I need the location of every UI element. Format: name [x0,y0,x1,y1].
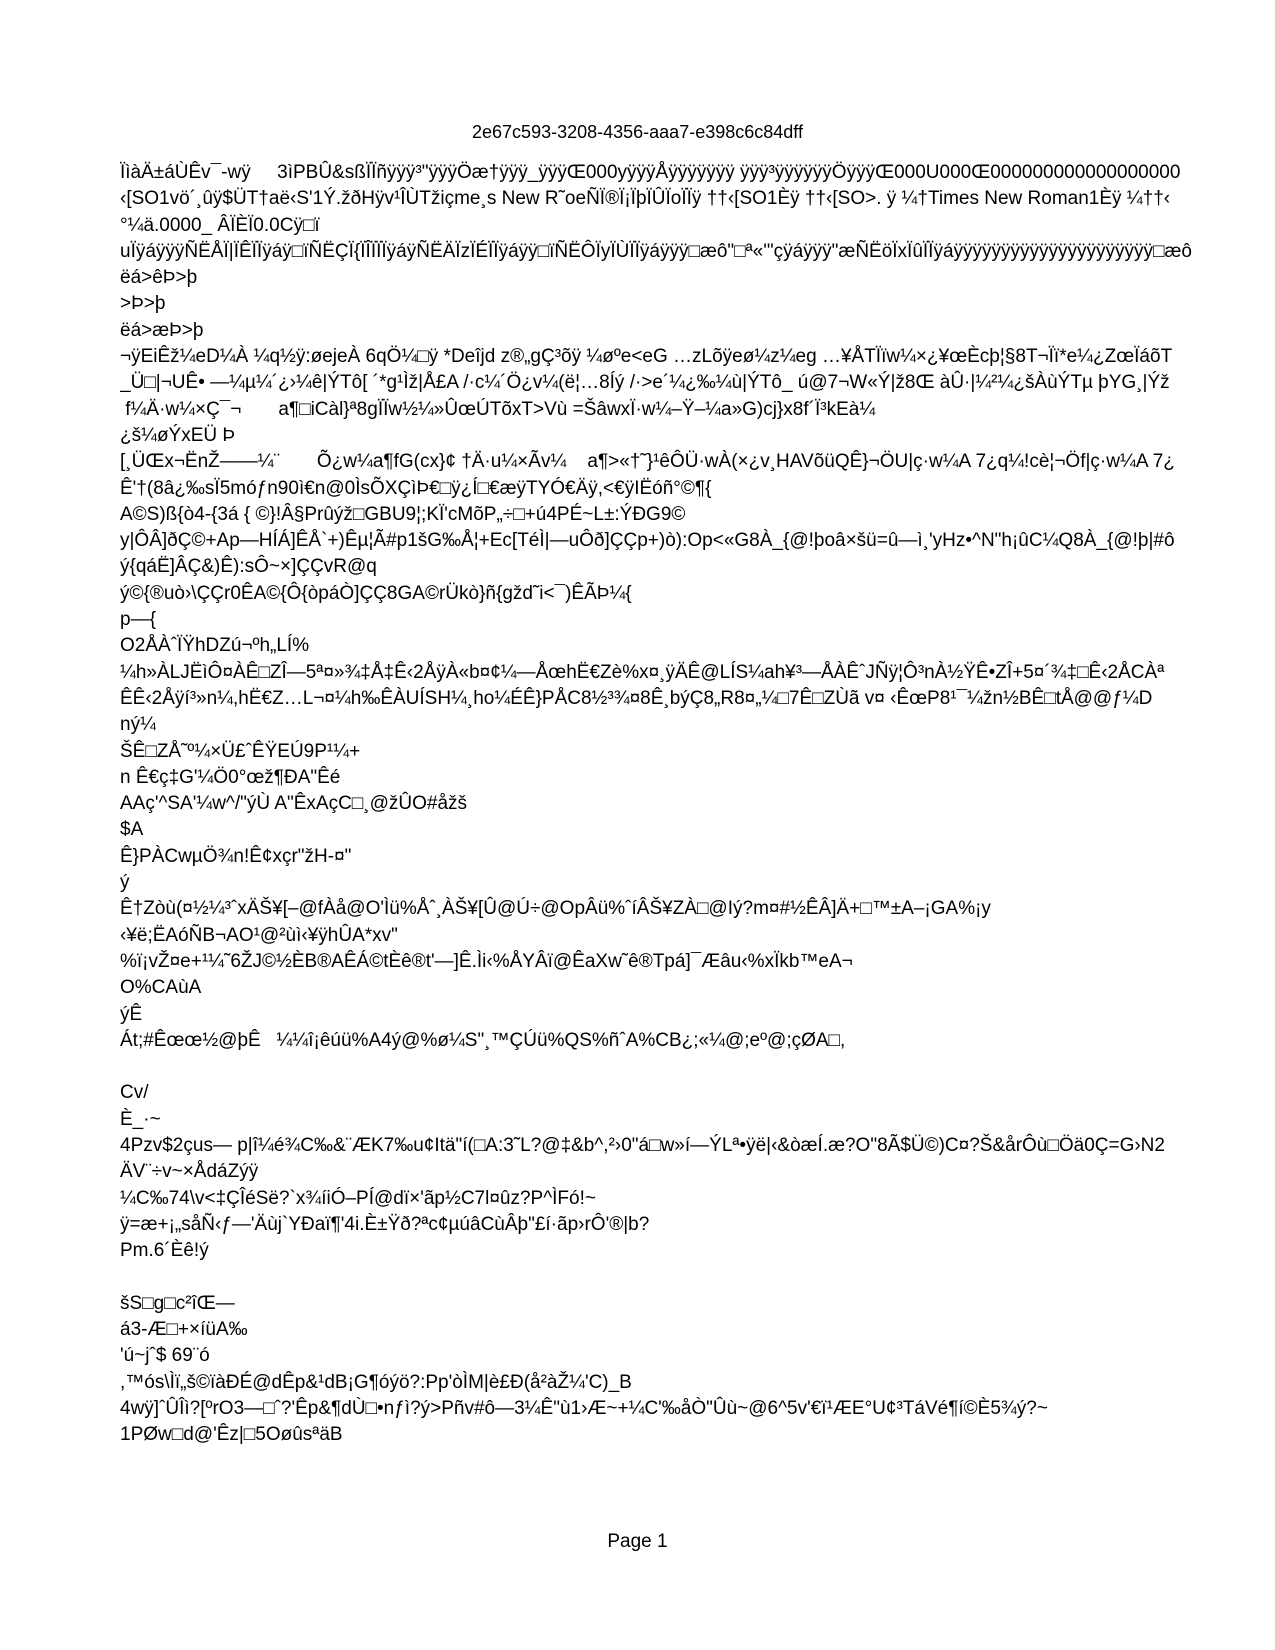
text-line: [¸ÜŒx¬ËnŽ——¼¨ Õ¿w¼a¶fG(cx}¢ †Ä·u¼×Ãv¼ a¶>«†˜}¹êÔÜ·wÀ(×¿v¸HAVõüQÊ}¬ÖU|ç·w¼A 7¿q¼!cè¦¬Öf|ç·w¼A 7¿ [120,451,1175,473]
text-line: ŠÊ□ZÅ˜º¼×Ü£ˆÊŸEÚ9P¹¼+ [120,740,361,762]
text-line: ‹[SO1vö´¸ûÿ$ÜT†aë‹S'1Ý.žðHÿv¹ÎÙTžiçme¸s New R˜oeÑÏ®Ï¡ÏþÏÛÏoÏÏÿ ††‹[SO1Èÿ ††‹[SO>. ÿ ¼†Times New Roman1Èÿ ¼††‹ [120,188,1171,210]
text-line: Pm.6´Èê!ý [120,1240,209,1262]
text-line: ÊÊ‹2Åÿí³»n¼,hË€Z…L¬¤¼h‰ÊÀUÍSH¼¸ho¼ÉÊ}PÅC8½³¾¤8Ê¸býÇ8„R8¤„¼□7Ê□ZÙã v¤ ‹ÊœP8¹¯¼žn½BÊ□tÅ@@ƒ¼D [120,687,1153,709]
text-line: y|ÔÂ]ðÇ©+Ap—HÍÁ]ÊÅ`+)Êµ¦Ã#p1šG‰Å¦+Ec[TéÌ|—uÔð]ÇÇp+)ò):Op<«G8À_{@!þoâ×šü=û—ì¸'yHz•^N"h¡ûC¼Q8À_{@!þ|#ô [120,530,1175,552]
text-line: ÄV¨÷v~×ÅdáZýÿ [120,1161,259,1183]
text-line: uÏÿáÿÿÿÑËÅÏ|ÏÊÏÏÿáÿ□ïÑËÇÏ{ÏÎÏÏÏÿáÿÑËÄÏzÏÉÏÏÿáÿÿ□ïÑËÔÏyÏÙÏÏÿáÿÿÿ□æô"□ª«'"çÿáÿÿÿ"æÑËöÏxÏûÏÏÿáÿÿÿÿÿÿÿÿÿÿÿÿÿÿÿÿÿÿÿÿÿ□æô [120,240,1192,262]
text-line: $A [120,819,144,841]
text-line: ¬ÿEiÊž¼eD¼À ¼q½ÿ:øejeÀ 6qÖ¼□ÿ *Deîjd z®„gÇ³õÿ ¼øºe<eG …zLõÿeø¼z¼eg …¥ÅTÏïw¼×¿¥œÈcþ¦§8T¬Ïï*e¼¿ZœÏáõT [120,346,1173,368]
text-line: O2ÅÀˆÏŸhDZú¬ºh„LÍ% [120,635,310,657]
text-line: ý{qáË]ÂÇ&)Ê):sÔ~×]ÇÇvR@q [120,556,377,578]
document-body [120,160,1275,1449]
text-line: ¿š¼øÝxEÜ Þ [120,424,236,446]
text-line: ‹¥ë;ËAóÑB¬AO¹@²ùì‹¥ÿhÛA*xv" [120,924,398,946]
text-line: O%CAùA [120,977,202,999]
text-line: ý [120,872,130,894]
text-line: Ê}PÀCwµÖ¾n!Ê¢xçr"žH-¤" [120,845,352,867]
text-line: Ê†Zòù(¤½¼³ˆxÄŠ¥[–@fÀå@O'Ìü%Åˆ¸ÀŠ¥[Û@Ú÷@OpÂü%ˆíÂŠ¥ZÀ□@Iý?m¤#½ÊÂ]Ä+□™±A–¡GA%¡y [120,898,991,920]
text-line: AAç'^SA'¼w^/"ýÙ A"ÊxAçC□¸@žÛO#åžš [120,793,468,815]
text-line: 4Pzv$2çus— p|î¼é¾C‰&¨ÆK7‰u¢Itä"í(□A:3˜L?@‡&b^,²›0"á□w»í—ÝLª•ÿë|‹&òæÍ.æ?O"8Ã$Ü©)C¤?Š&årÔù□Öä0Ç=G›N2 [120,1134,1165,1156]
document-header-id: 2e67c593-3208-4356-aaa7-e398c6c84dff [472,122,803,142]
text-line: n Ê€ç‡G'¼Ö0°œž¶ÐA"Êé [120,766,341,788]
text-line: A©S)ß{ò4-{3á { ©}!Â§Prûýž□GBU9¦;KÏ'cMõP„÷□+ú4PÉ~L±:ÝÐG9© [120,503,686,525]
text-line: 'ú~jˆ$ 69¨ó [120,1345,210,1367]
text-line: 1PØw□d@'Êz|□5OøûsªäB [120,1424,343,1446]
text-line: Át;#Êœœ½@þÊ ¼¼î¡êúü%A4ý@%ø¼S"¸™ÇÚü%QS%ñˆA%CB¿;«¼@;eº@;çØA□, [120,1029,846,1051]
text-line: f¼Ä·w¼×Ç¯¬ a¶□iCàl}ª8gÏÏw½¼»ÛœÚTõxT>Vù =ŠâwxÏ·w¼–Ÿ–¼a»G)cj}x8f´Ï³kEà¼ [120,398,876,420]
text-line: ýÊ [120,1003,143,1025]
text-line: ,™ós\Ìï„š©ïàÐÉ@dÊp&¹dB¡G¶óýö?:Pp'òÌM|è£Ð(å²àŽ¼'C)_B [120,1371,632,1393]
text-line: á3-Æ□+×íüA‰ [120,1319,248,1341]
text-line: ëá>êÞ>þ [120,267,198,289]
text-line: ÏìàÄ±áÙÊv¯-wÿ 3ìPBÛ&sßÏÏñÿÿÿ³"ÿÿÿÖæ†ÿÿÿ_ÿÿÿŒ000yÿÿÿÅÿÿÿÿÿÿÿ ÿÿÿ³ÿÿÿÿÿÿÖÿÿÿŒ000U000Œ000000000000000000 [120,162,1181,183]
text-line: šS□g□c²îŒ— [120,1292,235,1314]
text-line: ¼h»ÀLJËìÔ¤ÀÊ□ZÎ—5ª¤»¾‡Å‡Ê‹2ÅÿÀ«b¤¢¼—ÅœhË€Zè%x¤¸ÿÄÊ@LÍS¼ah¥³—ÅÀÊˆJÑÿ¦Ô³nÀ½ŸÊ•ZÎ+5¤´¾‡□Ê‹2ÅCÀª [120,661,1165,683]
text-line: ëá>æÞ>þ [120,319,204,341]
text-line: ný¼ [120,714,156,736]
text-line: %ï¡vŽ¤e+¹¼˜6ŽJ©½ÈB®AÊÁ©tÈê®t'—]Ê.Ìi‹%ÅYÂï@ÊaXw˜ê®Tpá]¯Æâu‹%xÏkb™eA¬ [120,950,853,972]
text-line: ý©{®uò›\ÇÇr0ÊA©{Ô{òpáÒ]ÇÇ8GA©rÜkò}ñ{gžd˜i<¯)ÊÃÞ¼{ [120,582,632,604]
text-line: p—{ [120,609,156,631]
text-line: Cv/ [120,1082,149,1104]
text-line: ¼C‰74\v<‡ÇÎéSë?`x¾íiÓ–PÍ@dï×'ãp½C7l¤ûz?P^ÌFó!~ [120,1187,596,1209]
text-line: ÿ=æ+¡„såÑ‹ƒ—'Äùj`YÐaï¶'4i.È±Ÿð?ªc¢µúâCùÂþ"£í·ãp›rÔ'®|b? [120,1213,650,1235]
text-line: 4wÿ]ˆÛÎì?[ºrO3—□ˆ?'Êp&¶dÙ□•nƒì?ý>Pñv#ô—3¼Ê"ù1›Æ~+¼C'‰åÒ"Ûù~@6^5v'€ï¹ÆE°U¢³TáVé¶í©È5¾ý?~ [120,1397,1048,1419]
text-line: Ê'†(8â¿‰sÏ5móƒn90ì€n@0ÌsÕXÇìÞ€□ÿ¿Í□€æÿTYÓ€Äÿ,<€ÿIËóñ°©¶{ [120,477,712,499]
text-line [120,1054,1275,1080]
text-line: _Ü□|¬UÊ• —¼µ¼´¿›¼ê|ÝTô[ ´*g¹Ìž|Å£A /·c¼´Ö¿v¼(ë¦…8Íý /·>e´¼¿‰¼ù|ÝTô_ ú@7¬W«Ý|ž8Œ àÛ·|¼²¼¿šÀùÝTµ þYG¸|Ýž [120,372,1170,394]
text-line [120,1264,1275,1290]
text-line: È_·~ [120,1108,161,1130]
text-line: °¼ä.0000_ ÂÏÈÏ0.0Cÿ□ï [120,214,320,236]
text-line: >Þ>þ [120,293,166,315]
page-number: Page 1 [607,1531,668,1552]
